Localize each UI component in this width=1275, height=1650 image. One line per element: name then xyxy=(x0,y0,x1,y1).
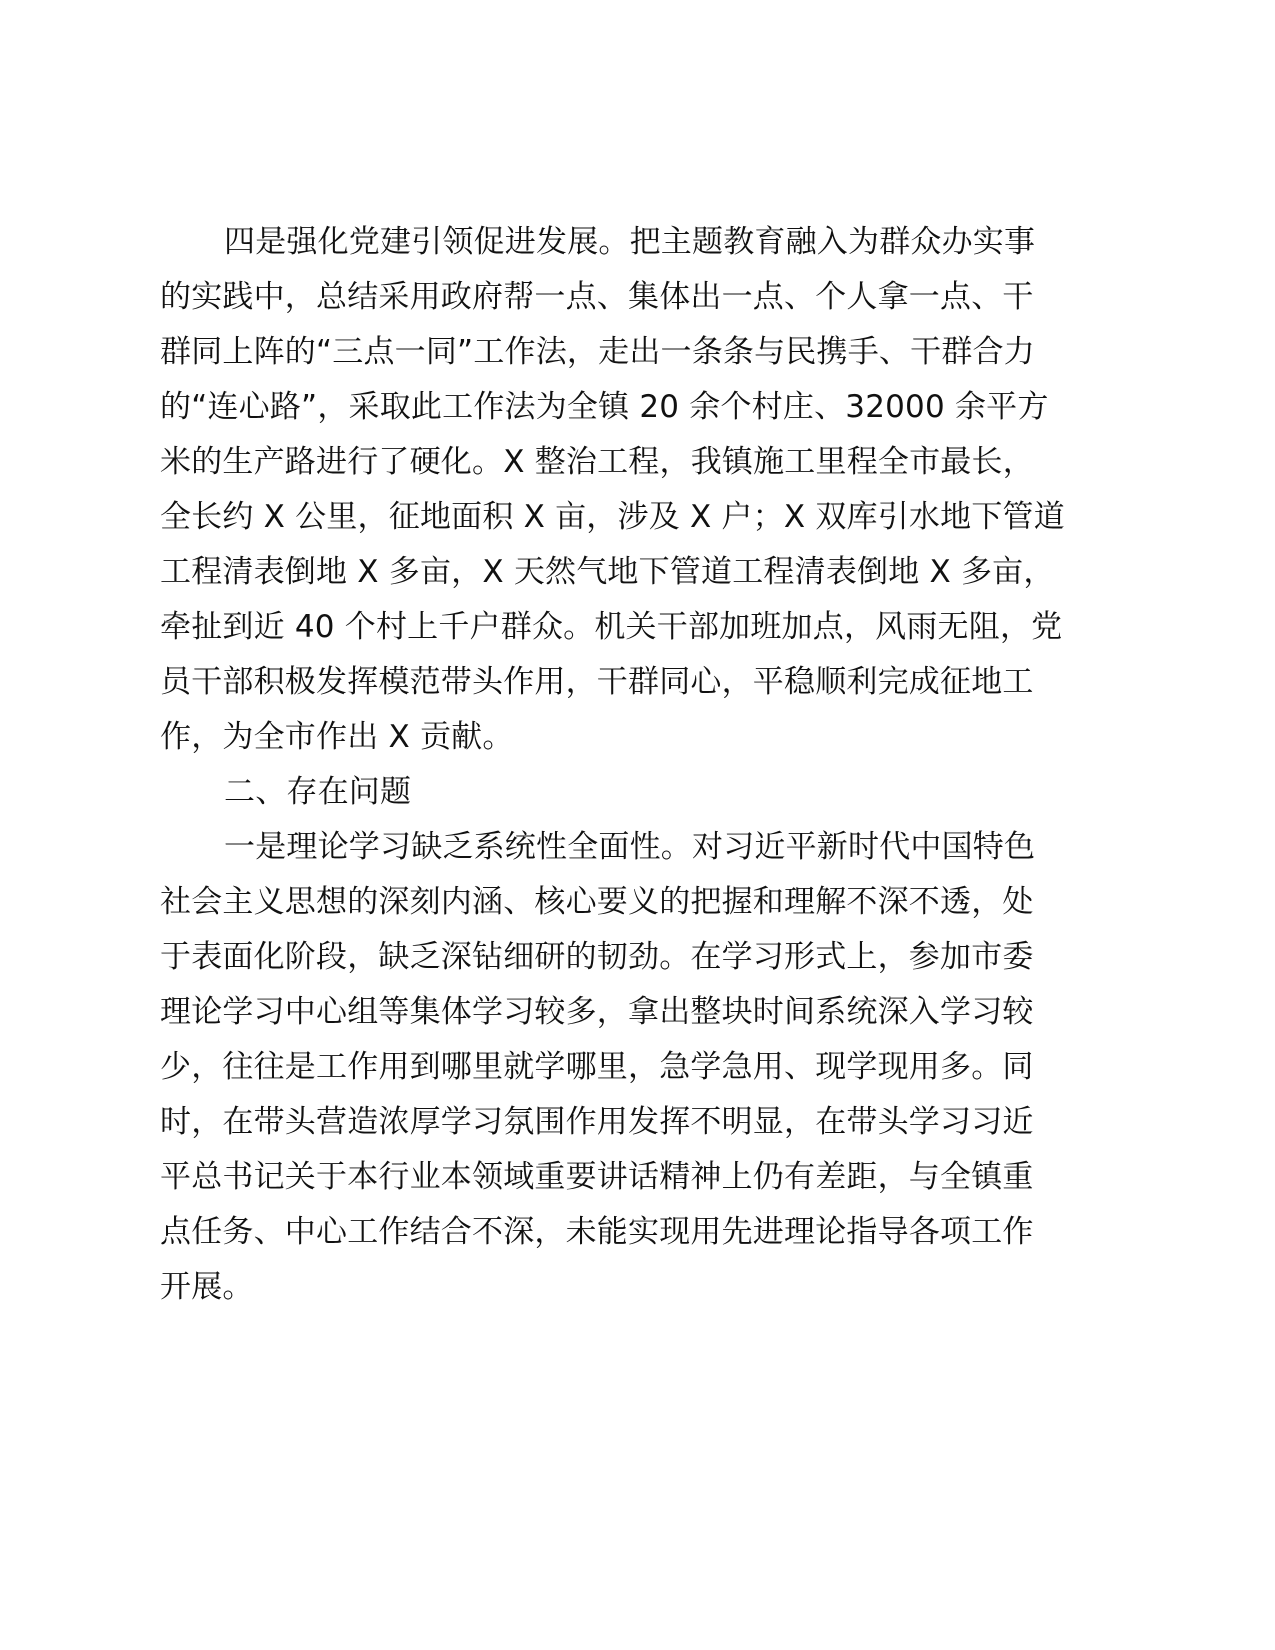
paragraph-1-line-2: 的实践中，总结采用政府帮一点、集体出一点、个人拿一点、干 xyxy=(160,279,1034,315)
section-heading: 二、存在问题 xyxy=(224,774,412,810)
paragraph-2-line-9: 开展。 xyxy=(160,1269,254,1305)
paragraph-2-line-6: 时，在带头营造浓厚学习氛围作用发挥不明显，在带头学习习近 xyxy=(160,1104,1034,1140)
paragraph-1-line-6: 全长约 X 公里，征地面积 X 亩，涉及 X 户；X 双库引水地下管道 xyxy=(160,499,1065,535)
paragraph-2-line-7: 平总书记关于本行业本领域重要讲话精神上仍有差距，与全镇重 xyxy=(160,1159,1034,1195)
paragraph-1-line-9: 员干部积极发挥模范带头作用，干群同心，平稳顺利完成征地工 xyxy=(160,664,1034,700)
paragraph-1-line-7: 工程清表倒地 X 多亩，X 天然气地下管道工程清表倒地 X 多亩， xyxy=(160,554,1055,590)
paragraph-1-line-3: 群同上阵的“三点一同”工作法，走出一条条与民携手、干群合力 xyxy=(160,334,1035,370)
paragraph-2-line-2: 社会主义思想的深刻内涵、核心要义的把握和理解不深不透，处 xyxy=(160,884,1034,920)
paragraph-1-line-4: 的“连心路”，采取此工作法为全镇 20 余个村庄、32000 余平方 xyxy=(160,389,1049,425)
paragraph-2-line-3: 于表面化阶段，缺乏深钻细研的韧劲。在学习形式上，参加市委 xyxy=(160,939,1034,975)
paragraph-2-line-4: 理论学习中心组等集体学习较多，拿出整块时间系统深入学习较 xyxy=(160,994,1034,1030)
paragraph-1-line-5: 米的生产路进行了硬化。X 整治工程，我镇施工里程全市最长， xyxy=(160,444,1034,480)
paragraph-2-line-8: 点任务、中心工作结合不深，未能实现用先进理论指导各项工作 xyxy=(160,1214,1034,1250)
paragraph-2-line-5: 少，往往是工作用到哪里就学哪里，急学急用、现学现用多。同 xyxy=(160,1049,1034,1085)
paragraph-1-line-10: 作，为全市作出 X 贡献。 xyxy=(160,719,514,755)
paragraph-1-line-8: 牵扯到近 40 个村上千户群众。机关干部加班加点，风雨无阻，党 xyxy=(160,609,1063,645)
paragraph-2-line-1: 一是理论学习缺乏系统性全面性。对习近平新时代中国特色 xyxy=(224,829,1036,865)
paragraph-1-line-1: 四是强化党建引领促进发展。把主题教育融入为群众办实事 xyxy=(224,224,1036,260)
